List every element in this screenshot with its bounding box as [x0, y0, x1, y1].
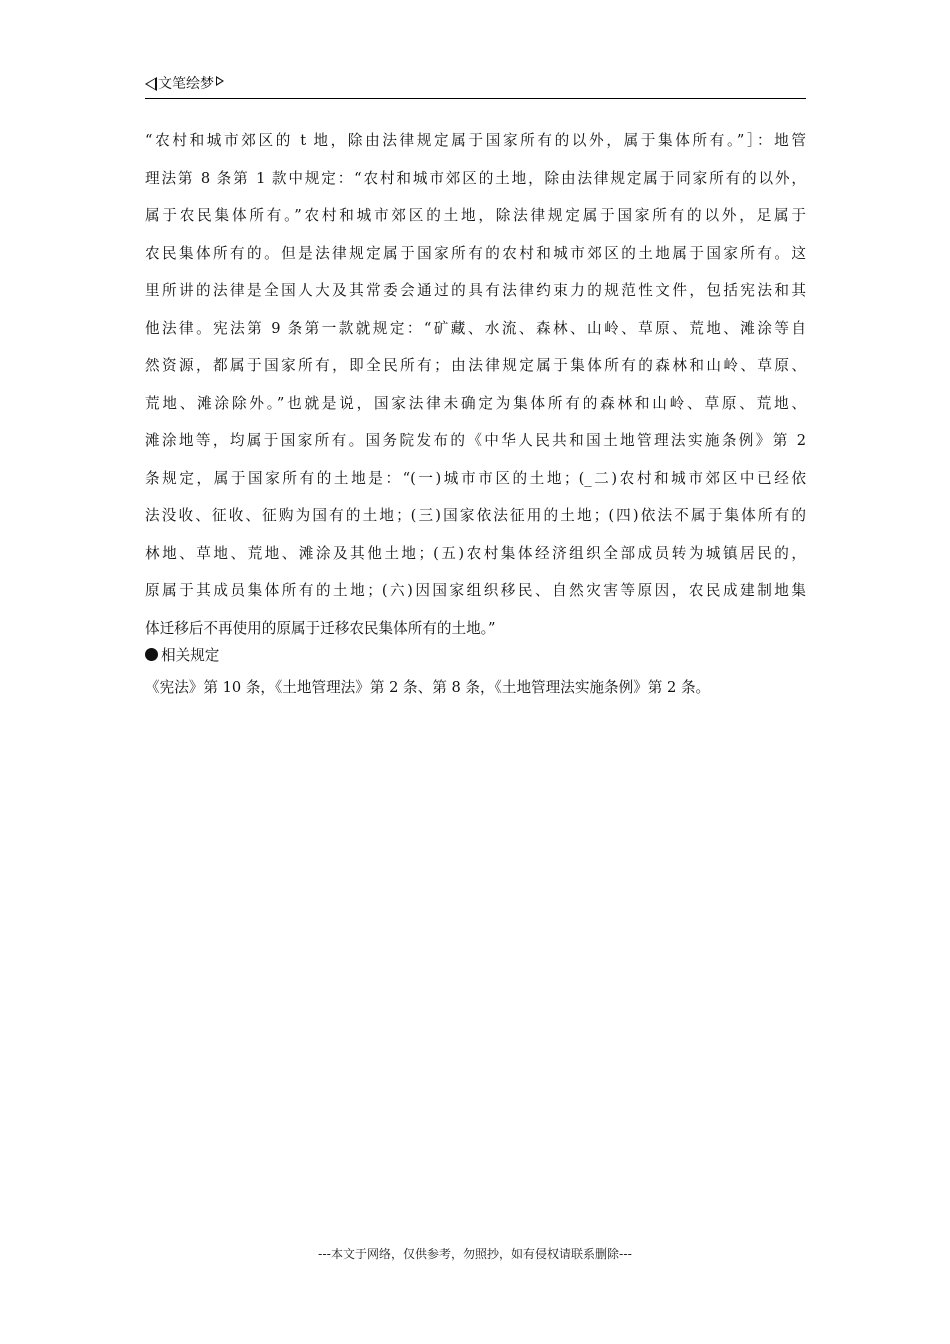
paragraph-line: 属于农民集体所有。”农村和城市郊区的土地，除法律规定属于国家所有的以外，足属于	[145, 207, 806, 224]
triangle-right-icon	[216, 76, 224, 86]
paragraph-line: 然资源，都属于国家所有，即全民所有；由法律规定属于集体所有的森林和山岭、草原、	[145, 357, 806, 374]
related-heading	[145, 645, 219, 667]
paragraph-line: 农民集体所有的。但是法律规定属于国家所有的农村和城市郊区的土地属于国家所有。这	[145, 244, 806, 262]
header-title: 文笔绘梦	[158, 76, 214, 92]
paragraph-line: 法没收、征收、征购为国有的土地；(三)国家依法征用的土地；(四)依法不属于集体所有的	[145, 507, 806, 524]
paragraph-line: 理法第 8 条第 1 款中规定：“农村和城市郊区的土地，除由法律规定属于同家所有的以外，	[145, 169, 806, 187]
bullet-icon	[145, 648, 158, 661]
paragraph-line: 荒地、滩涂除外。”也就是说，国家法律未确定为集体所有的森林和山岭、草原、荒地、	[145, 394, 806, 412]
paragraph-line: 条规定，属于国家所有的土地是：“(一)城市市区的土地；(_二)农村和城市郊区中已经依	[145, 469, 806, 487]
related-heading-text: 相关规定	[161, 647, 220, 664]
paragraph-line: 他法律。宪法第 9 条第一款就规定：“矿藏、水流、森林、山岭、草原、荒地、滩涂等自	[145, 319, 806, 337]
paragraph-line: 滩涂地等，均属于国家所有。国务院发布的《中华人民共和国土地管理法实施条例》第 2	[145, 432, 806, 449]
paragraph-line: “农村和城市郊区的 t 地，除由法律规定属于国家所有的以外，属于集体所有。”］：地管	[145, 132, 806, 149]
paragraph-line-last: 体迁移后不再使用的原属于迁移农民集体所有的土地。”	[145, 619, 496, 637]
triangle-left-icon	[145, 77, 157, 91]
related-references: 《宪法》第 10 条，《土地管理法》第 2 条、第 8 条，《土地管理法实施条例》第 2 条。	[145, 679, 711, 696]
paragraph-line: 原属于其成员集体所有的土地；(六)因国家组织移民、自然灾害等原因，农民成建制地集	[145, 582, 806, 599]
header-title-group	[145, 74, 224, 94]
paragraph-line: 里所讲的法律是全国人大及其常委会通过的具有法律约束力的规范性文件，包括宪法和其	[145, 282, 806, 299]
page-header	[145, 72, 806, 99]
main-paragraph	[145, 122, 813, 647]
paragraph-line: 林地、草地、荒地、滩涂及其他土地；(五)农村集体经济组织全部成员转为城镇居民的，	[145, 544, 806, 562]
footer-disclaimer: ---本文于网络，仅供参考，勿照抄，如有侵权请联系删除---	[318, 1247, 632, 1261]
